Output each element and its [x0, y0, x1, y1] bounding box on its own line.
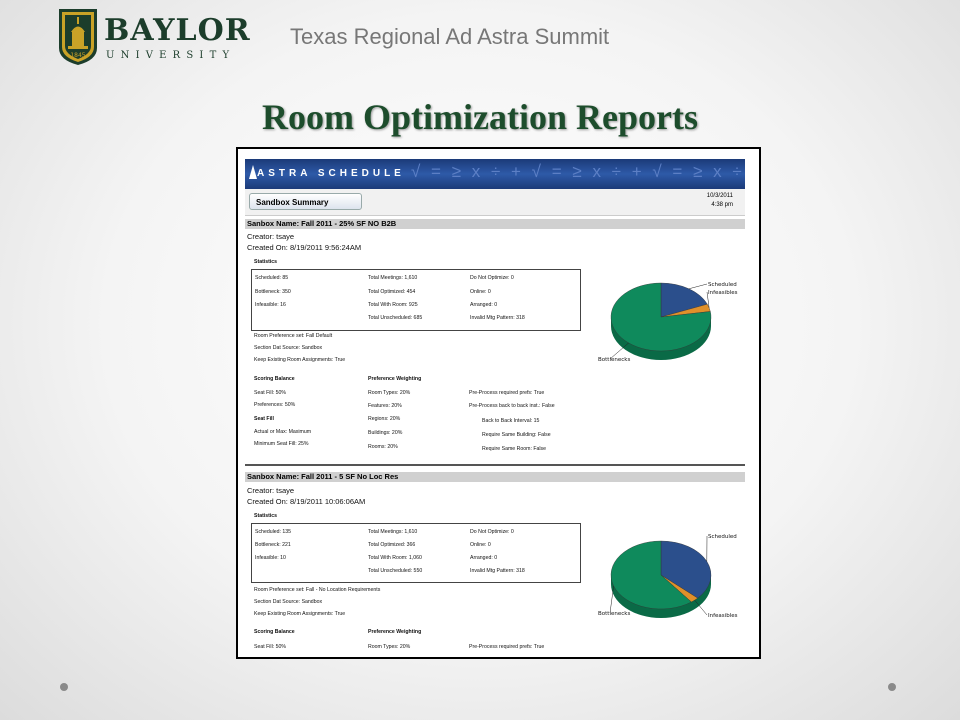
creator: Creator: tsaye [247, 232, 295, 241]
astra-logo-icon [249, 165, 257, 179]
statistics-box [251, 269, 581, 331]
keep-existing-rooms: Keep Existing Room Assignments: True [254, 611, 346, 617]
pie-label-infeasibles: Infeasibles [708, 613, 738, 619]
slide-title: Room Optimization Reports [262, 97, 698, 137]
stat-total-optimized: Total Optimized: 454 [368, 289, 416, 295]
pie-label-bottlenecks: Bottlenecks [598, 611, 631, 617]
slide-bullet-right [888, 683, 896, 691]
preference-weighting-label: Preference Weighting [368, 376, 422, 382]
report-date: 10/3/2011 [706, 193, 733, 199]
stat-infeasible: Infeasible: 16 [255, 302, 286, 308]
slide-bullet-left [60, 683, 68, 691]
require-same-building: Require Same Building: False [482, 432, 551, 438]
stat-arranged: Arranged: 0 [470, 555, 498, 561]
summit-title: Texas Regional Ad Astra Summit [290, 24, 610, 49]
section-data-source: Section Dat Source: Sandbox [254, 345, 323, 351]
pref-room-types: Room Types: 20% [368, 644, 411, 650]
statistics-label: Statistics [254, 259, 278, 265]
preference-weighting-label: Preference Weighting [368, 629, 422, 635]
preprocess-required-prefs: Pre-Process required prefs: True [469, 644, 545, 650]
logo-subtitle: UNIVERSITY [106, 50, 236, 61]
sandbox-2-pie-chart [598, 527, 758, 627]
stat-bottleneck: Bottleneck: 350 [255, 289, 291, 295]
sandbox-1-pie-chart [598, 269, 758, 369]
pie-label-scheduled: Scheduled [708, 534, 737, 540]
pie-label-scheduled: Scheduled [708, 282, 737, 288]
require-same-room: Require Same Room: False [482, 446, 547, 452]
report-screenshot [236, 147, 761, 659]
pref-rooms: Rooms: 20% [368, 444, 398, 450]
stat-arranged: Arranged: 0 [470, 302, 498, 308]
svg-text:1845: 1845 [70, 52, 86, 59]
app-header [245, 159, 745, 189]
keep-existing-rooms: Keep Existing Room Assignments: True [254, 357, 346, 363]
statistics-box [251, 523, 581, 583]
stat-total-with-room: Total With Room: 925 [368, 302, 418, 308]
stat-online: Online: 0 [470, 542, 491, 548]
stat-total-meetings: Total Meetings: 1,610 [368, 529, 418, 535]
stat-total-unscheduled: Total Unscheduled: 685 [368, 315, 423, 321]
report-timestamp [707, 192, 733, 210]
pie-label-infeasibles: Infeasibles [708, 290, 738, 296]
room-preference-set: Room Preference set: Fall Default [254, 333, 333, 339]
stat-do-not-optimize: Do Not Optimize: 0 [470, 529, 514, 535]
pref-regions: Regions: 20% [368, 416, 401, 422]
preprocess-back-to-back: Pre-Process back to back inst.: False [469, 403, 555, 409]
preprocess-required-prefs: Pre-Process required prefs: True [469, 390, 545, 396]
scoring-preferences: Preferences: 50% [254, 402, 296, 408]
scoring-seat-fill: Seat Fill: 50% [254, 390, 287, 396]
scoring-balance-label: Scoring Balance [254, 629, 295, 635]
seat-fill-label: Seat Fill [254, 416, 274, 422]
stat-invalid-mtg-pattern: Invalid Mtg Pattern: 318 [470, 568, 525, 574]
section-data-source: Section Dat Source: Sandbox [254, 599, 323, 605]
pref-features: Features: 20% [368, 403, 402, 409]
pref-buildings: Buildings: 20% [368, 430, 403, 436]
stat-total-with-room: Total With Room: 1,060 [368, 555, 422, 561]
stat-infeasible: Infeasible: 10 [255, 555, 286, 561]
stat-scheduled: Scheduled: 85 [255, 275, 289, 281]
pie-label-bottlenecks: Bottlenecks [598, 357, 631, 363]
stat-scheduled: Scheduled: 135 [255, 529, 292, 535]
stat-bottleneck: Bottleneck: 221 [255, 542, 291, 548]
baylor-shield-icon [58, 8, 98, 66]
baylor-logo [58, 8, 251, 68]
minimum-seat-fill: Minimum Seat Fill: 25% [254, 441, 309, 447]
stat-total-unscheduled: Total Unscheduled: 550 [368, 568, 423, 574]
section-divider [245, 464, 745, 466]
stat-total-meetings: Total Meetings: 1,610 [368, 275, 418, 281]
created-on: Created On: 8/19/2011 9:56:24AM [247, 243, 362, 252]
pref-room-types: Room Types: 20% [368, 390, 411, 396]
sandbox-title: Sanbox Name: Fall 2011 - 25% SF NO B2B [245, 219, 745, 229]
scoring-balance-label: Scoring Balance [254, 376, 295, 382]
stat-invalid-mtg-pattern: Invalid Mtg Pattern: 318 [470, 315, 525, 321]
pie-leader-line [689, 284, 707, 289]
back-to-back-interval: Back to Back Interval: 15 [482, 418, 540, 424]
seat-fill-actual-max: Actual or Max: Maximum [254, 429, 312, 435]
logo-wordmark: BAYLOR [104, 13, 251, 48]
creator: Creator: tsaye [247, 486, 295, 495]
stat-online: Online: 0 [470, 289, 491, 295]
scoring-seat-fill: Seat Fill: 50% [254, 644, 287, 650]
stat-total-optimized: Total Optimized: 366 [368, 542, 416, 548]
tab-sandbox-summary[interactable]: Sandbox Summary [249, 193, 362, 210]
tab-bar [245, 189, 745, 216]
room-preference-set: Room Preference set: Fall - No Location Requirements [254, 587, 381, 593]
report-time: 4:38 pm [711, 202, 733, 208]
created-on: Created On: 8/19/2011 10:06:06AM [247, 497, 366, 506]
stat-do-not-optimize: Do Not Optimize: 0 [470, 275, 514, 281]
math-symbols-strip: √ = ≥ x ÷ + √ = ≥ x ÷ + √ = ≥ x ÷ [411, 162, 745, 181]
statistics-label: Statistics [254, 513, 278, 519]
app-brand: ASTRA SCHEDULE [257, 168, 405, 179]
sandbox-title: Sanbox Name: Fall 2011 - 5 SF No Loc Res [245, 472, 745, 482]
